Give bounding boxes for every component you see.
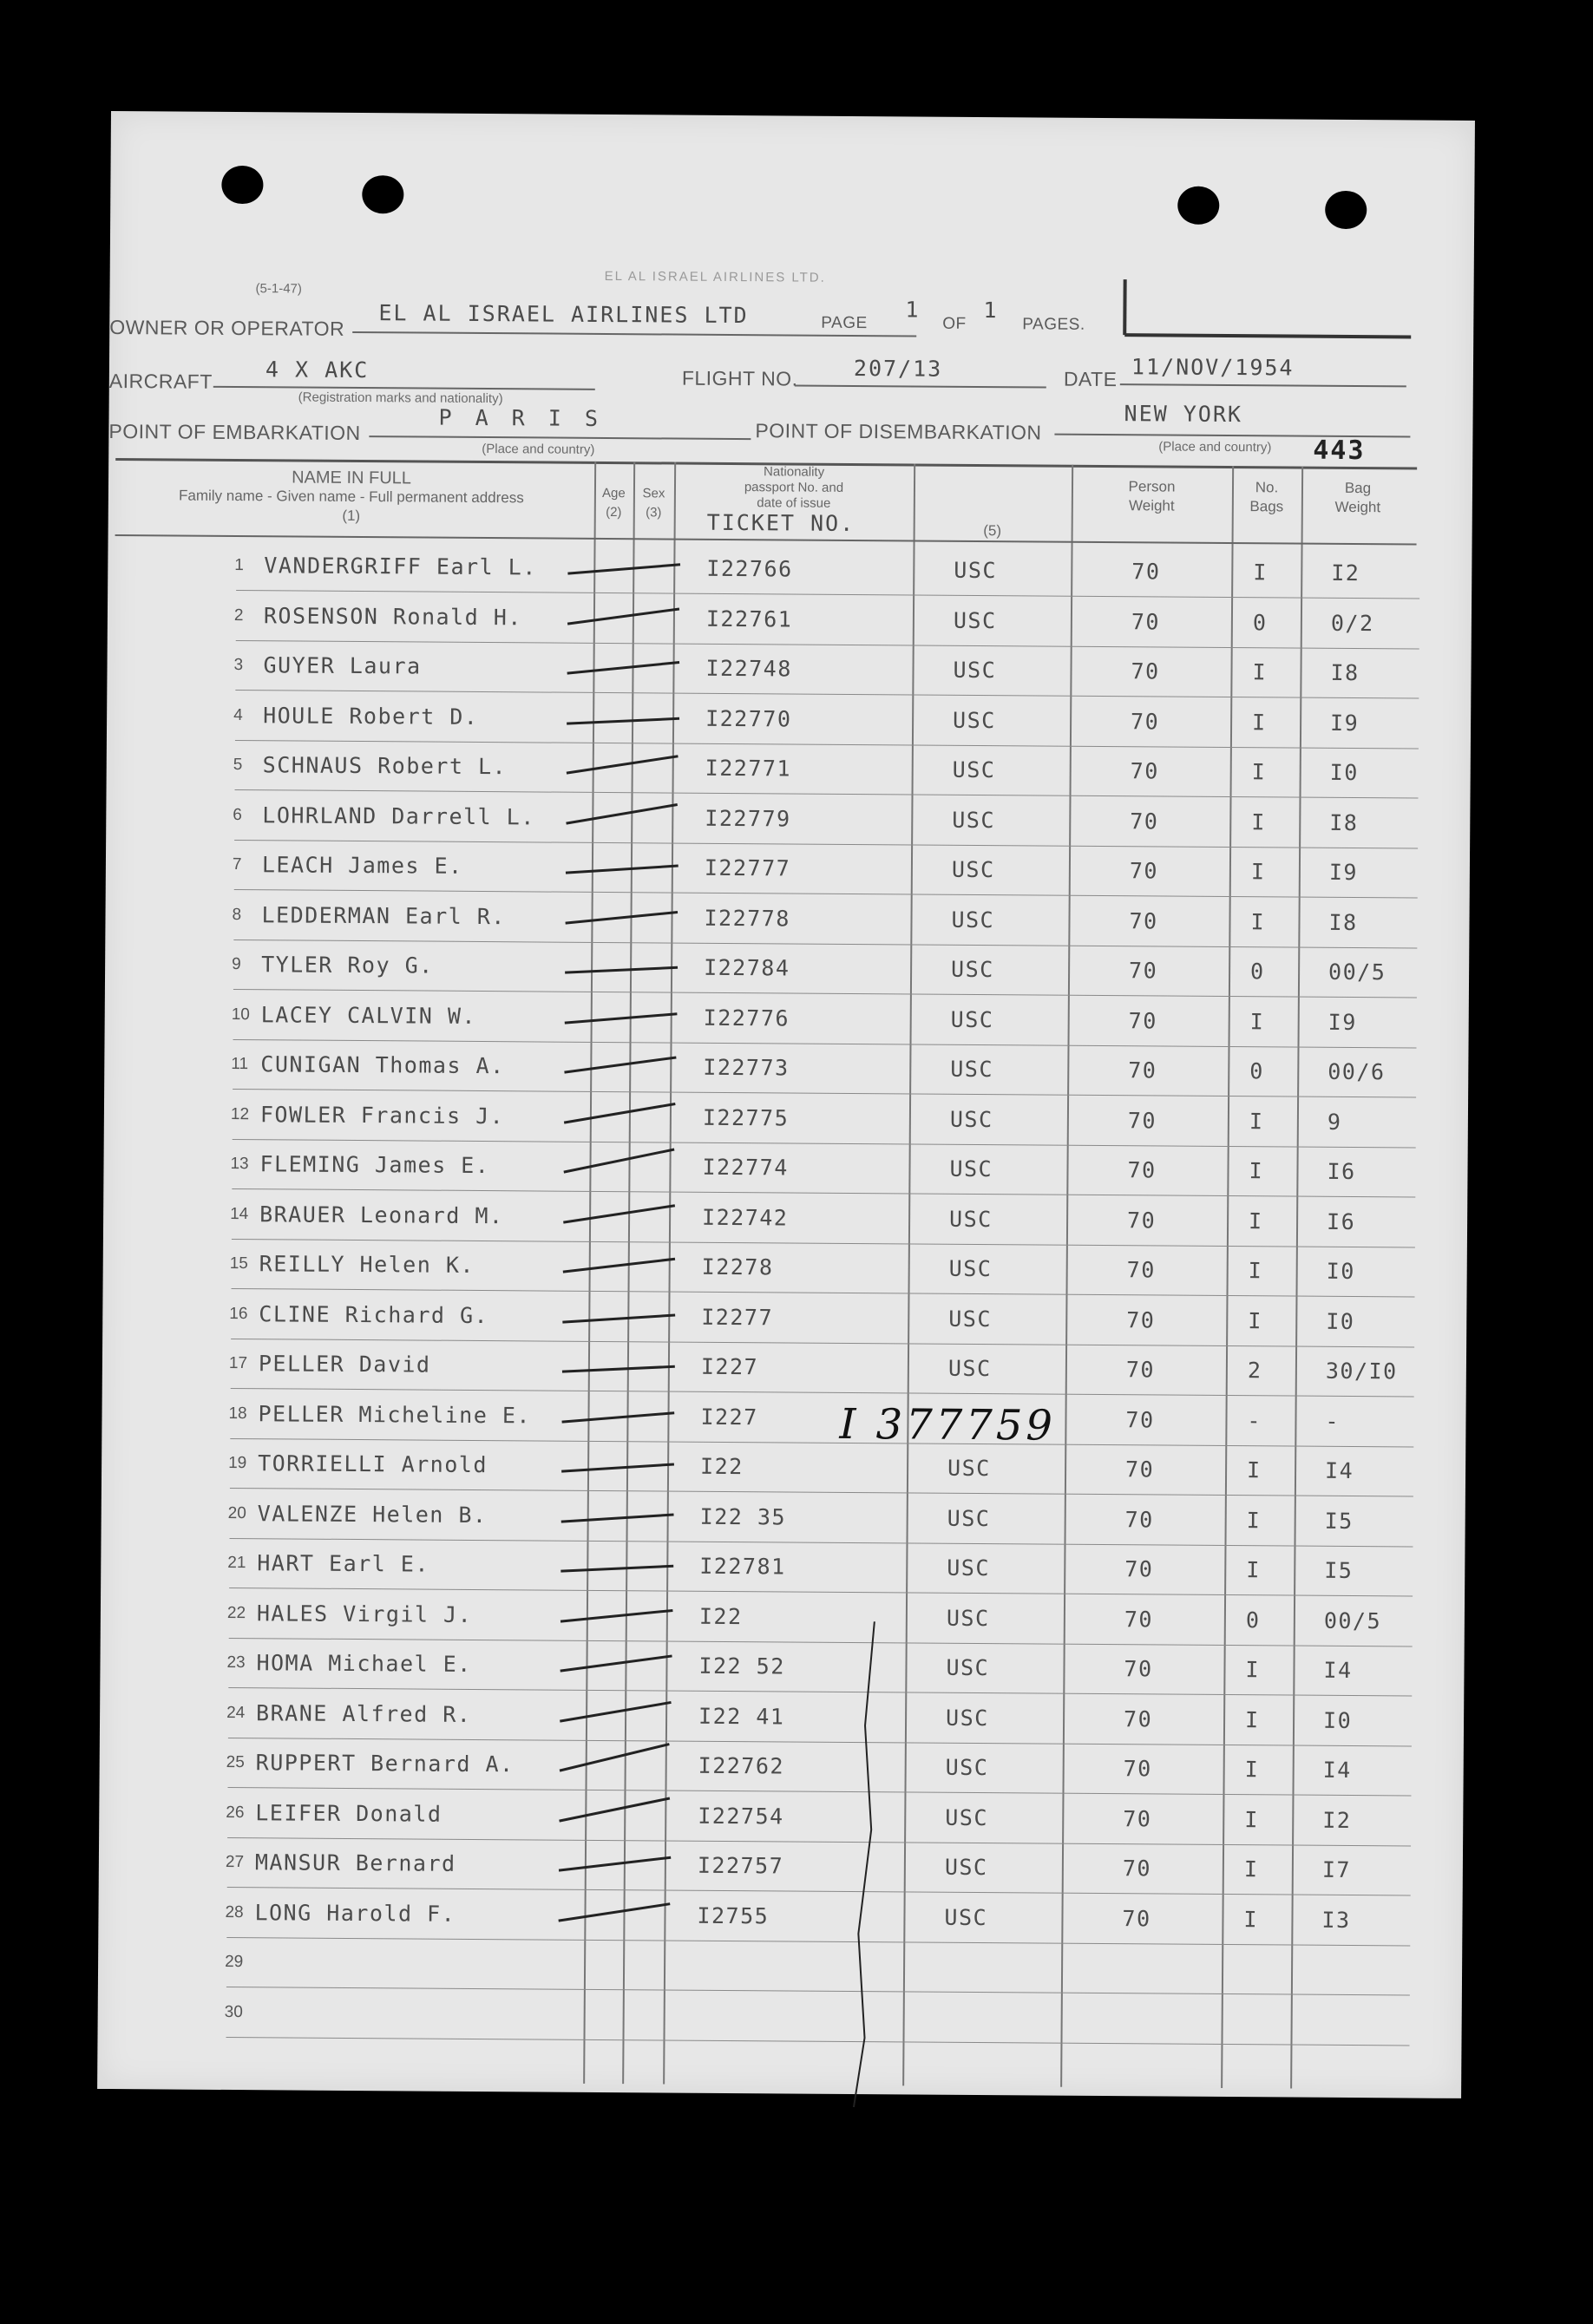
row-number: 3 [233, 656, 244, 675]
ticket-number: I22762 [698, 1752, 785, 1779]
bag-count: I [1249, 1008, 1265, 1034]
passenger-name: TYLER Roy G. [261, 952, 434, 979]
owner-value: EL AL ISRAEL AIRLINES LTD [378, 300, 749, 329]
bag-weight: - [1325, 1408, 1341, 1434]
bag-weight: 9 [1327, 1109, 1342, 1135]
row-number: 8 [232, 905, 242, 924]
header-name-line2: Family name - Given name - Full permanent address [178, 487, 524, 507]
passenger-name: HART Earl E. [257, 1550, 430, 1577]
passenger-name: HOMA Michael E. [256, 1650, 472, 1677]
header-age-label: Age [602, 485, 626, 501]
person-weight: 70 [1125, 1357, 1156, 1383]
passenger-name: HALES Virgil J. [256, 1600, 473, 1627]
bag-weight: I9 [1330, 710, 1360, 736]
ticket-number: I227 [700, 1404, 758, 1430]
bag-weight: I9 [1328, 1009, 1357, 1035]
bag-weight: 00/5 [1328, 959, 1386, 985]
check-mark [558, 1902, 670, 1921]
nationality: USC [951, 856, 995, 883]
pages-label: PAGES. [1022, 315, 1085, 334]
punch-hole [221, 166, 263, 204]
passenger-name: BRANE Alfred R. [256, 1699, 472, 1727]
row-number: 28 [225, 1902, 244, 1921]
check-mark [565, 910, 678, 924]
punch-hole [1325, 191, 1367, 229]
bag-weight: I4 [1324, 1457, 1354, 1484]
header-passport-line2: passport No. and [744, 480, 844, 495]
person-weight: 70 [1127, 1207, 1157, 1233]
date-value: 11/NOV/1954 [1131, 354, 1295, 381]
nationality: USC [944, 1854, 988, 1881]
check-mark [567, 563, 680, 574]
nationality: USC [949, 1206, 993, 1232]
row-number: 16 [229, 1304, 248, 1323]
row-number: 1 [234, 556, 244, 575]
header-age-num: (2) [606, 504, 622, 520]
nationality: USC [949, 1155, 993, 1182]
bag-weight: 0/2 [1330, 610, 1374, 636]
person-weight: 70 [1131, 608, 1161, 634]
bag-weight: I9 [1328, 859, 1359, 886]
check-mark [565, 966, 678, 974]
bag-count: 2 [1247, 1358, 1262, 1384]
person-weight: 70 [1123, 1805, 1152, 1831]
disembark-note: (Place and country) [1158, 439, 1272, 455]
ticket-number: I22776 [703, 1005, 790, 1031]
ticket-number: I2755 [697, 1902, 770, 1928]
passenger-name: LONG Harold F. [254, 1899, 456, 1927]
bag-weight: I5 [1324, 1557, 1354, 1584]
bag-weight: I3 [1321, 1907, 1351, 1933]
bag-count: I [1251, 808, 1266, 835]
bag-weight: I6 [1327, 1158, 1356, 1185]
person-weight: 70 [1124, 1556, 1154, 1582]
header-passport-line3: date of issue [757, 495, 831, 511]
nationality: USC [945, 1705, 989, 1731]
row-number: 22 [226, 1603, 246, 1622]
passenger-name: MANSUR Bernard [254, 1849, 456, 1876]
ticket-number: I22778 [704, 905, 790, 931]
nationality: USC [948, 1306, 993, 1332]
disembark-label: POINT OF DISEMBARKATION [755, 419, 1042, 444]
header-sex [633, 484, 674, 522]
nationality: USC [954, 557, 998, 584]
row-number: 5 [233, 756, 243, 775]
check-mark [565, 1012, 678, 1024]
row-rule [226, 2036, 1410, 2046]
nationality: USC [948, 1255, 993, 1282]
row-number: 26 [226, 1803, 245, 1822]
check-mark [560, 1654, 672, 1672]
page-underline [1124, 333, 1411, 338]
bag-count: I [1246, 1457, 1262, 1483]
row-number: 13 [230, 1154, 249, 1174]
bag-count: I [1249, 1108, 1264, 1134]
passenger-name: CUNIGAN Thomas A. [260, 1051, 505, 1079]
passenger-name: GUYER Laura [263, 652, 422, 679]
bag-count: I [1244, 1806, 1259, 1832]
header-age [594, 484, 633, 522]
check-mark [561, 1463, 674, 1472]
of-value: 1 [983, 298, 999, 324]
person-weight: 70 [1124, 1656, 1153, 1682]
row-number: 25 [226, 1752, 245, 1772]
row-number: 2 [233, 606, 244, 625]
check-mark [560, 1608, 673, 1622]
passenger-name: SCHNAUS Robert L. [262, 752, 508, 780]
ticket-number: I22775 [702, 1104, 790, 1130]
bag-count: I [1249, 1208, 1263, 1234]
bag-weight: I0 [1326, 1258, 1355, 1285]
nationality: USC [952, 756, 996, 783]
person-weight: 70 [1122, 1856, 1152, 1882]
ticket-number: I22 41 [698, 1703, 785, 1729]
person-weight: 70 [1124, 1506, 1154, 1532]
letterhead: EL AL ISRAEL AIRLINES LTD. [604, 268, 826, 285]
row-number: 17 [228, 1353, 248, 1373]
ticket-number: I22770 [705, 705, 792, 731]
header-weight [1072, 477, 1232, 516]
row-number: 14 [230, 1204, 249, 1223]
person-weight: 70 [1125, 1406, 1155, 1432]
row-number: 30 [224, 2002, 243, 2021]
person-weight: 70 [1130, 758, 1159, 784]
check-mark [562, 1313, 675, 1323]
check-mark [564, 1102, 676, 1123]
header-passport-line1: Nationality [764, 464, 825, 480]
bag-weight: 00/6 [1328, 1058, 1386, 1085]
passenger-name: VANDERGRIFF Earl L. [264, 553, 537, 580]
ticket-number: I22784 [704, 954, 790, 981]
header-bags-line1: No. [1255, 479, 1279, 496]
nationality: USC [946, 1605, 990, 1631]
check-mark [559, 1797, 670, 1822]
row-number: 4 [233, 705, 243, 724]
ticket-number: I22771 [705, 755, 792, 782]
check-mark [567, 607, 679, 625]
ticket-number: I2278 [701, 1254, 774, 1280]
bag-weight: 30/I0 [1325, 1358, 1398, 1385]
row-number: 11 [231, 1054, 249, 1074]
person-weight: 70 [1123, 1705, 1153, 1732]
bag-count: I [1253, 560, 1268, 586]
row-number: 18 [228, 1404, 247, 1423]
nationality: USC [945, 1804, 989, 1830]
person-weight: 70 [1129, 858, 1159, 884]
page-value: 1 [905, 297, 921, 323]
bag-count: I [1251, 759, 1267, 785]
header-bagw-line2: Weight [1334, 498, 1381, 516]
bag-count: I [1252, 659, 1268, 685]
date-label: DATE [1063, 367, 1118, 391]
punch-hole [1177, 187, 1219, 225]
bag-count: I [1248, 1258, 1263, 1284]
check-mark [561, 1411, 674, 1423]
aircraft-label: AIRCRAFT [108, 369, 213, 393]
person-weight: 70 [1124, 1606, 1154, 1632]
passenger-name: FLEMING James E. [259, 1151, 490, 1179]
nationality: USC [947, 1505, 991, 1531]
nationality: USC [946, 1654, 990, 1681]
person-weight: 70 [1124, 1457, 1155, 1483]
person-weight: 70 [1123, 1756, 1152, 1782]
bag-weight: I5 [1324, 1508, 1354, 1534]
embark-label: POINT OF EMBARKATION [108, 419, 361, 445]
passenger-name: PELLER Micheline E. [258, 1400, 532, 1428]
bag-count: I [1244, 1757, 1260, 1783]
header-col5: (5) [983, 522, 1002, 540]
embark-note: (Place and country) [482, 441, 595, 457]
check-mark [566, 803, 678, 825]
ticket-number: I22761 [705, 606, 793, 632]
passenger-name: LEDDERMAN Earl R. [261, 901, 507, 929]
bag-count: I [1252, 709, 1267, 735]
ticket-number: I22779 [705, 805, 791, 831]
header-name [117, 467, 586, 527]
aircraft-note: (Registration marks and nationality) [298, 390, 503, 407]
person-weight: 70 [1131, 559, 1161, 585]
passenger-name: REILLY Helen K. [259, 1251, 475, 1278]
check-mark [560, 1565, 673, 1573]
ticket-number: I22781 [699, 1553, 786, 1580]
nationality: USC [947, 1355, 992, 1382]
check-mark [559, 1856, 671, 1872]
bag-count: I [1250, 859, 1266, 885]
header-ticket-typed: TICKET NO. [706, 509, 856, 536]
page-label: PAGE [821, 313, 868, 333]
passenger-name: BRAUER Leonard M. [259, 1201, 504, 1228]
header-name-line1: NAME IN FULL [292, 468, 412, 488]
check-mark [560, 1743, 670, 1771]
header-bag-weight [1301, 479, 1414, 518]
row-number: 7 [232, 854, 242, 874]
passenger-name: LEIFER Donald [255, 1799, 442, 1827]
check-mark [563, 1149, 674, 1174]
ticket-number: I22777 [704, 854, 791, 881]
ticket-number: I22 [698, 1603, 743, 1629]
table-row [98, 1986, 1462, 2046]
passenger-name: RUPPERT Bernard A. [255, 1750, 515, 1777]
form-code: (5-1-47) [255, 281, 302, 297]
bag-count: 0 [1250, 959, 1265, 985]
passenger-name: CLINE Richard G. [259, 1300, 489, 1328]
header-passport [674, 464, 914, 513]
row-number: 10 [231, 1005, 250, 1024]
nationality: USC [950, 1056, 994, 1083]
bag-weight: I7 [1321, 1856, 1352, 1883]
nationality: USC [949, 1106, 993, 1132]
ticket-number: I22757 [697, 1852, 784, 1879]
bag-weight: I6 [1326, 1208, 1356, 1234]
date-underline [1120, 383, 1406, 387]
row-number: 15 [229, 1254, 248, 1273]
check-mark [561, 1513, 674, 1522]
bag-count: 0 [1245, 1607, 1261, 1633]
embark-underline [369, 435, 751, 440]
header-weight-line2: Weight [1128, 497, 1175, 514]
flight-value: 207/13 [853, 355, 943, 382]
bag-count: - [1247, 1407, 1262, 1433]
passenger-name: HOULE Robert D. [263, 702, 479, 730]
bag-weight: I8 [1328, 909, 1358, 935]
person-weight: 70 [1131, 708, 1160, 734]
nationality: USC [947, 1455, 991, 1482]
aircraft-value: 4 X AKC [265, 357, 370, 383]
bag-weight: I4 [1323, 1657, 1353, 1684]
check-mark [564, 1056, 676, 1073]
check-mark [560, 1700, 672, 1722]
bag-count: I [1246, 1557, 1261, 1583]
ticket-number: I22 52 [698, 1653, 785, 1679]
row-number: 12 [230, 1104, 250, 1123]
stamp-bracket [1123, 279, 1126, 335]
passenger-name: LACEY CALVIN W. [260, 1001, 477, 1029]
bag-count: 0 [1249, 1058, 1264, 1084]
header-sex-label: Sex [642, 486, 665, 501]
manifest-sheet [97, 111, 1475, 2098]
bag-count: I [1243, 1906, 1259, 1932]
check-mark [563, 1258, 675, 1273]
bag-count: I [1243, 1856, 1259, 1882]
check-mark [566, 865, 678, 874]
check-mark [567, 661, 679, 675]
person-weight: 70 [1131, 658, 1160, 684]
row-number: 21 [227, 1553, 246, 1573]
nationality: USC [944, 1904, 988, 1930]
header-bagw-line1: Bag [1344, 479, 1372, 497]
nationality: USC [947, 1555, 991, 1581]
passenger-name: LOHRLAND Darrell L. [262, 802, 535, 829]
nationality: USC [950, 1006, 994, 1032]
ticket-number: I22766 [706, 555, 793, 582]
person-weight: 70 [1127, 1107, 1157, 1133]
nationality: USC [952, 807, 996, 833]
disembark-value: NEW YORK [1124, 401, 1243, 428]
nationality: USC [953, 607, 997, 633]
bag-count: 0 [1252, 609, 1268, 635]
bag-count: I [1246, 1507, 1262, 1533]
nationality: USC [951, 907, 995, 933]
check-mark [563, 1204, 675, 1223]
person-weight: 70 [1122, 1905, 1151, 1931]
passenger-name: TORRIELLI Arnold [258, 1450, 488, 1478]
handwritten-ticket: I 377759 [839, 1399, 1057, 1450]
header-bags [1232, 478, 1301, 517]
passenger-name: VALENZE Helen B. [257, 1500, 488, 1528]
flight-underline [795, 385, 1046, 389]
header-weight-line1: Person [1128, 478, 1176, 495]
bag-weight: I8 [1329, 809, 1359, 835]
bag-weight: I0 [1322, 1707, 1353, 1733]
ticket-number: I22 [700, 1453, 744, 1480]
person-weight: 70 [1126, 1306, 1156, 1332]
person-weight: 70 [1128, 1057, 1157, 1083]
ticket-number: I22774 [702, 1154, 789, 1181]
check-mark [567, 755, 678, 774]
bag-weight: 00/5 [1323, 1607, 1382, 1633]
person-weight: 70 [1127, 1157, 1157, 1183]
stamp-number: 443 [1313, 435, 1366, 467]
check-mark [562, 1365, 675, 1373]
row-number: 24 [226, 1703, 246, 1722]
owner-label: OWNER OR OPERATOR [109, 315, 345, 340]
nationality: USC [945, 1754, 989, 1781]
check-mark [567, 717, 679, 724]
flight-label: FLIGHT NO. [681, 366, 798, 390]
row-number: 23 [226, 1653, 246, 1673]
aircraft-underline [213, 386, 595, 390]
row-number: 9 [232, 954, 241, 974]
passenger-name: FOWLER Francis J. [259, 1101, 505, 1129]
nationality: USC [953, 657, 997, 684]
bag-weight: I8 [1330, 659, 1360, 686]
bag-count: I [1249, 1158, 1264, 1184]
ticket-number: I22754 [698, 1803, 784, 1829]
bag-count: I [1250, 908, 1266, 934]
person-weight: 70 [1126, 1257, 1156, 1283]
embark-value: P A R I S [438, 404, 604, 431]
ticket-number: I22773 [703, 1054, 790, 1081]
row-number: 27 [225, 1852, 245, 1872]
of-label: OF [942, 314, 967, 333]
bag-weight: I0 [1329, 759, 1359, 786]
ticket-scribble [845, 1621, 883, 2107]
bag-weight: I2 [1331, 560, 1360, 586]
ticket-number: I22742 [702, 1204, 789, 1230]
person-weight: 70 [1129, 907, 1158, 933]
bag-count: I [1248, 1307, 1262, 1333]
passenger-name: PELLER David [258, 1351, 431, 1378]
nationality: USC [953, 707, 996, 733]
header-name-line3: (1) [342, 507, 361, 525]
bag-weight: I2 [1322, 1807, 1352, 1833]
header-bags-line2: Bags [1249, 498, 1284, 515]
person-weight: 70 [1128, 1007, 1157, 1033]
nationality: USC [951, 956, 994, 983]
bag-weight: I0 [1326, 1308, 1355, 1334]
ticket-number: I22 35 [699, 1503, 787, 1529]
bag-count: I [1244, 1706, 1260, 1732]
bag-weight: I4 [1322, 1757, 1352, 1784]
row-number: 20 [227, 1503, 246, 1522]
punch-hole [362, 175, 403, 213]
ticket-number: I2277 [701, 1304, 774, 1330]
row-number: 6 [233, 805, 242, 824]
person-weight: 70 [1130, 808, 1159, 834]
bag-count: I [1245, 1657, 1261, 1683]
ticket-number: I22748 [705, 655, 792, 682]
passenger-name: LEACH James E. [261, 852, 463, 879]
passenger-name: ROSENSON Ronald H. [263, 602, 522, 630]
row-number: 19 [228, 1453, 247, 1473]
header-sex-num: (3) [646, 505, 662, 520]
ticket-number: I227 [700, 1353, 759, 1380]
person-weight: 70 [1129, 958, 1158, 984]
row-number: 29 [225, 1952, 244, 1972]
